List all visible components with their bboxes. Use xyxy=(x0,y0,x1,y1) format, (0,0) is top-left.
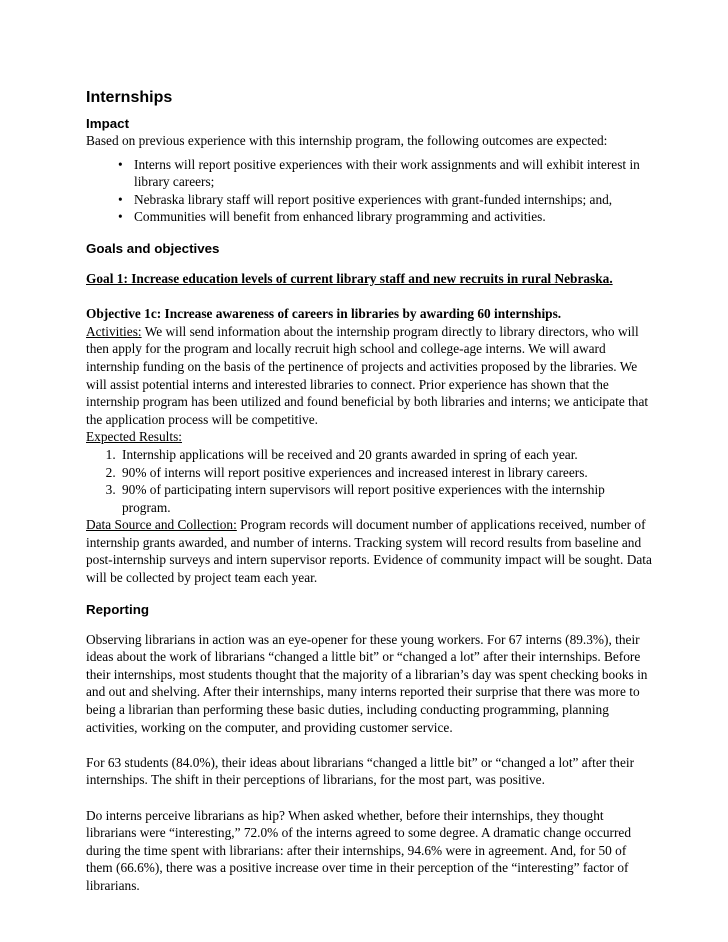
outcomes-list xyxy=(86,156,656,226)
list-item xyxy=(118,191,656,209)
internships-title: Internships xyxy=(86,89,173,106)
activities-paragraph xyxy=(86,323,656,429)
activities-label: Activities: xyxy=(86,323,142,339)
reporting-paragraph: Observing librarians in action was an eye-opener for these young workers. For 67 interns (89.3%), their ideas about the work of librarians “changed a little bit” or “changed a lot” after their internships. Before their internships, most students thought that the majority of a librarian’s day was spent checking books in and out and shelving. After their internships, many interns reported their surprise that there was more to being a librarian than performing these basic duties, including conducting programming, planning activities, working on the computer, and providing customer service. xyxy=(86,631,648,735)
list-item xyxy=(118,156,656,191)
outcome-text: Communities will benefit from enhanced library programming and activities. xyxy=(134,209,546,225)
bullet-icon: • xyxy=(118,191,123,207)
impact-intro: Based on previous experience with this internship program, the following outcomes are expected: xyxy=(86,133,608,148)
goals-heading: Goals and objectives xyxy=(86,240,220,256)
outcome-text: Nebraska library staff will report positive experiences with grant-funded internships; and, xyxy=(134,191,613,207)
reporting-paragraph: Do interns perceive librarians as hip? When asked whether, before their internships, they thought librarians were “interesting,” 72.0% of the interns agreed to some degree. A dramatic change occurred during the time spent with librarians: after their internships, 94.6% were in agreement. And, for 50 of them (66.6%), there was a positive increase over time in their perception of the “interesting” factor of librarians. xyxy=(86,807,632,893)
reporting-paragraph: For 63 students (84.0%), their ideas about librarians “changed a little bit” or “changed a lot” after their internships. The shift in their perceptions of librarians, for the most part, was positive. xyxy=(86,754,635,788)
expected-results-label: Expected Results: xyxy=(86,429,182,445)
bullet-icon: • xyxy=(118,156,123,172)
result-text: 90% of interns will report positive experiences and increased interest in library careers. xyxy=(122,464,588,480)
result-text: 90% of participating intern supervisors will report positive experiences with the internship program. xyxy=(122,482,605,515)
data-source-paragraph xyxy=(86,516,656,586)
document-page xyxy=(86,88,656,895)
list-item xyxy=(119,481,656,516)
list-item xyxy=(118,208,656,226)
data-source-label: Data Source and Collection: xyxy=(86,517,237,533)
data-source-text: Program records will document number of applications received, number of internship grants awarded, and number of interns. Tracking system will record results from baseline and post-internship surveys and intern supervisor reports. Evidence of community impact will be sought. Data will be collected by project team each year. xyxy=(86,517,652,586)
result-text: Internship applications will be received and 20 grants awarded in spring of each year. xyxy=(122,446,578,462)
activities-text: We will send information about the internship program directly to library directors, who will then apply for the program and locally recruit high school and college-age interns. We will award internship funding on the basis of the pertinence of projects and activities proposed by the libraries. We will assist potential interns and interested libraries to connect. Prior experience has shown that the internship program has been utilized and found beneficial by both libraries and interns; we anticipate that the application process will be competitive. xyxy=(86,323,649,427)
impact-heading: Impact xyxy=(86,116,130,131)
reporting-heading: Reporting xyxy=(86,601,150,617)
expected-results-list xyxy=(86,446,656,516)
list-item xyxy=(119,464,656,482)
outcome-text: Interns will report positive experiences with their work assignments and will exhibit interest in library careers; xyxy=(134,156,640,190)
list-item xyxy=(119,446,656,464)
bullet-icon: • xyxy=(118,209,123,225)
objective-1c: Objective 1c: Increase awareness of careers in libraries by awarding 60 internships. xyxy=(86,306,562,322)
goal-1: Goal 1: Increase education levels of current library staff and new recruits in rural Nebraska. xyxy=(86,270,613,286)
